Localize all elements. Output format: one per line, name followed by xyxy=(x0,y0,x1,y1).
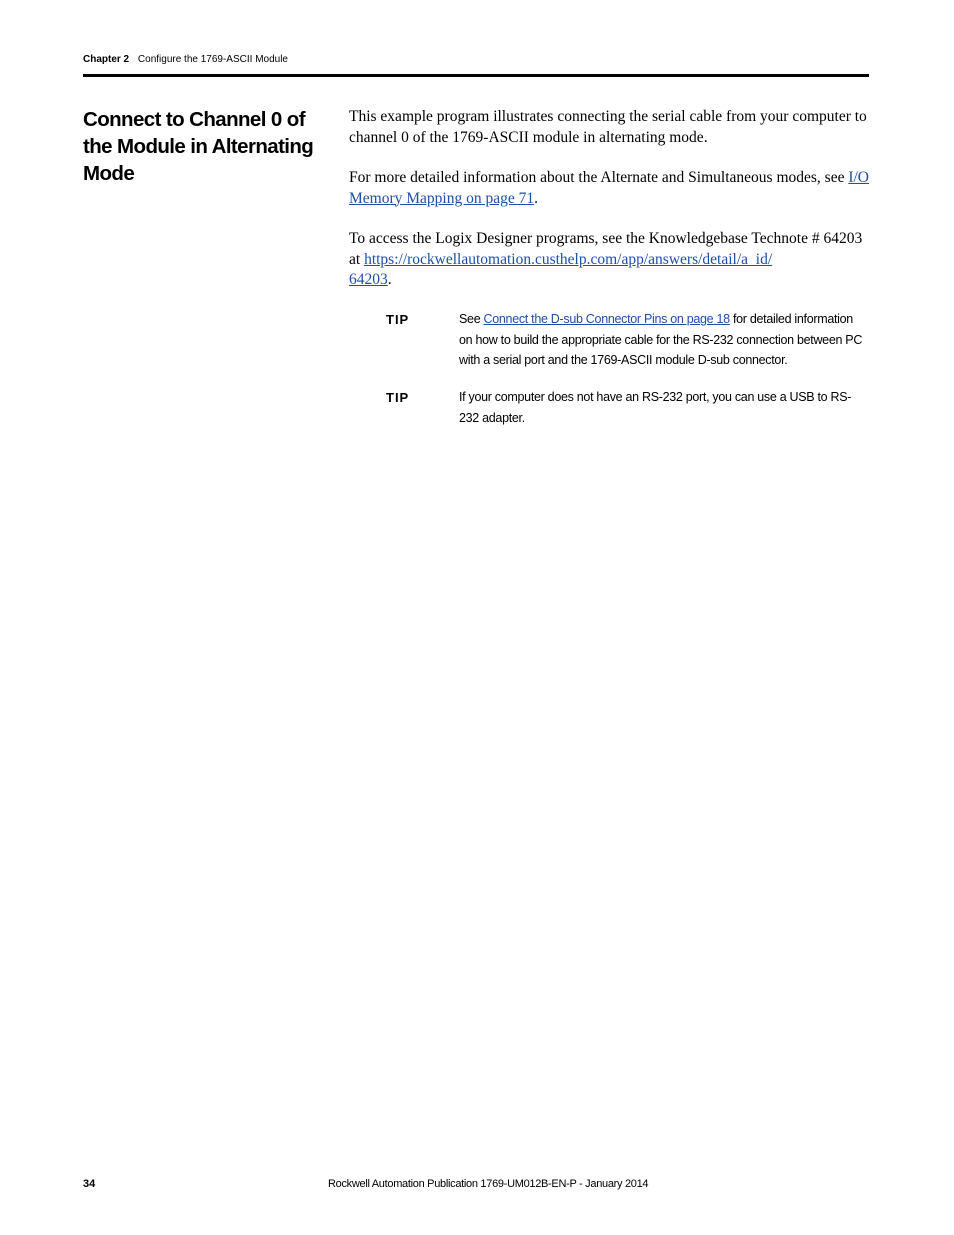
dsub-connector-link[interactable]: Connect the D-sub Connector Pins on page 18 xyxy=(483,312,730,326)
chapter-title: Configure the 1769-ASCII Module xyxy=(137,54,288,65)
technote-url-part1: https://rockwellautomation.custhelp.com/app/answers/detail/a_id/ xyxy=(364,250,773,268)
modes-end: . xyxy=(534,189,538,207)
technote-url-part2: 64203 xyxy=(349,271,388,288)
header-rule xyxy=(83,74,869,77)
tip-text-after: for detailed information on how to build the appropriate cable for the RS-232 connection between PC with a serial port and the 1769-ASCII module D-sub connector. xyxy=(459,312,863,367)
tip-text: If your computer does not have an RS-232 port, you can use a USB to RS-232 adapter. xyxy=(459,390,852,425)
publication-id: Rockwell Automation Publication 1769-UM012B-EN-P - January 2014 xyxy=(328,1178,649,1190)
tip-label: TIP xyxy=(386,390,410,405)
modes-paragraph xyxy=(349,168,869,209)
tip-text xyxy=(459,309,869,371)
body-column xyxy=(349,107,869,311)
section-title: Connect to Channel 0 of the Module in Alternating Mode xyxy=(83,108,314,185)
intro-paragraph xyxy=(349,107,869,148)
tip-label: TIP xyxy=(386,312,410,327)
intro-text: This example program illustrates connecting the serial cable from your computer to channel 0 of the 1769-ASCII module in alternating mode. xyxy=(349,108,867,146)
technote-url-link[interactable] xyxy=(349,251,772,289)
modes-text: For more detailed information about the Alternate and Simultaneous modes, see xyxy=(349,169,849,186)
tip-text-before: See xyxy=(459,312,484,326)
technote-paragraph xyxy=(349,229,869,291)
running-header xyxy=(83,53,869,67)
technote-text: To access the Logix Designer programs, see the Knowledgebase Technote # 64203 at xyxy=(349,230,863,268)
io-memory-mapping-link[interactable]: I/O Memory Mapping on page 71 xyxy=(349,169,869,207)
technote-end: . xyxy=(387,271,392,288)
chapter-label: Chapter 2 xyxy=(83,54,130,65)
page-number: 34 xyxy=(83,1178,96,1190)
